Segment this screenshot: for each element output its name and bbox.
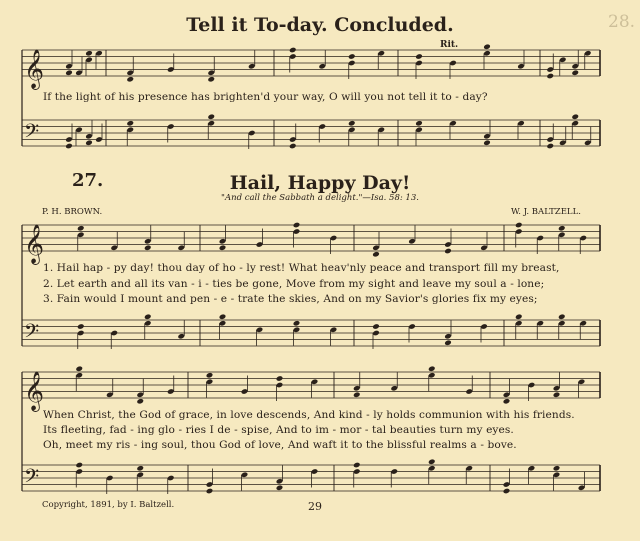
note-head [85, 50, 93, 57]
note-head [144, 244, 152, 251]
composer-credit: W. J. BALTZELL. [511, 207, 581, 217]
note-head [483, 43, 491, 50]
note-head [353, 391, 361, 398]
note-head [207, 76, 215, 83]
note-head [206, 372, 214, 379]
note-head [348, 53, 356, 60]
note-head [126, 76, 134, 83]
hymn-title: Hail, Happy Day! [229, 172, 411, 194]
tempo-mark: Rit. [440, 40, 459, 50]
copyright-notice: Copyright, 1891, by I. Baltzell. [42, 500, 175, 510]
note-head [136, 398, 144, 405]
verse-line-2a: 2. Let earth and all its van - i - ties be gone, Move from my sight and leave my soul a - lone; [43, 278, 545, 290]
note-head [415, 53, 423, 60]
section-title-tell-it-today: Tell it To-day. Concluded. [186, 14, 454, 36]
note-head [276, 375, 284, 382]
note-head [77, 225, 85, 232]
note-head [219, 244, 227, 251]
note-head [207, 113, 215, 120]
note-head [444, 248, 452, 255]
note-head [289, 47, 297, 54]
note-head [65, 143, 73, 150]
verse-line-1a: 1. Hail hap - py day! thou day of ho - ly rest! What heav'nly peace and transport fill my breast, [43, 262, 560, 274]
lyric-line: If the light of his presence has brighten'd your way, O will you not tell it to - day? [43, 91, 488, 103]
note-head [348, 120, 356, 127]
note-head [372, 323, 380, 330]
note-head [136, 465, 144, 472]
note-head [428, 458, 436, 465]
note-head [372, 251, 380, 258]
note-head [515, 313, 523, 320]
note-head [293, 320, 301, 327]
note-head [85, 139, 93, 146]
note-head [219, 313, 227, 320]
verse-line-3a: 3. Fain would I mount and pen - e - trate the skies, And on my Savior's glories fix my eyes; [43, 293, 538, 305]
hymn-number: 27. [72, 170, 104, 191]
note-head [289, 143, 297, 150]
verse-line-3b: Oh, meet my ris - ing soul, thou God of love, And waft it to the blissful realms a - bove. [43, 439, 517, 451]
note-head [428, 365, 436, 372]
note-head [353, 462, 361, 469]
note-head [75, 365, 83, 372]
note-head [558, 313, 566, 320]
note-head [293, 222, 301, 229]
bass-clef: 𝄢 [24, 119, 40, 148]
treble-clef: 𝄞 [24, 224, 44, 263]
verse-line-2b: Its fleeting, fad - ing glo - ries I de - spise, And to im - mor - tal beauties turn my eyes. [43, 424, 514, 436]
note-head [546, 143, 554, 150]
note-head [206, 488, 214, 495]
page-number: 29 [308, 500, 322, 513]
faded-page-number: 28. [608, 12, 636, 32]
note-head [444, 339, 452, 346]
note-head [276, 484, 284, 491]
treble-clef: 𝄞 [24, 371, 44, 410]
note-head [77, 323, 85, 330]
scripture-reference: "And call the Sabbath a delight."—Isa. 58: 13. [221, 193, 419, 203]
note-head [126, 120, 134, 127]
note-head [75, 462, 83, 469]
note-head [571, 69, 579, 76]
note-head [144, 313, 152, 320]
note-head [553, 391, 561, 398]
note-head [503, 488, 511, 495]
bass-clef: 𝄢 [24, 319, 40, 348]
note-head [553, 465, 561, 472]
lyricist-credit: P. H. BROWN. [42, 207, 103, 217]
note-head [515, 222, 523, 229]
note-head [65, 69, 73, 76]
note-head [558, 225, 566, 232]
note-head [503, 398, 511, 405]
note-head [483, 139, 491, 146]
bass-clef: 𝄢 [24, 464, 40, 493]
note-head [571, 113, 579, 120]
note-head [546, 73, 554, 80]
treble-clef: 𝄞 [24, 49, 44, 88]
note-head [415, 120, 423, 127]
verse-line-1b: When Christ, the God of grace, in love descends, And kind - ly holds communion with his friends. [43, 409, 575, 421]
